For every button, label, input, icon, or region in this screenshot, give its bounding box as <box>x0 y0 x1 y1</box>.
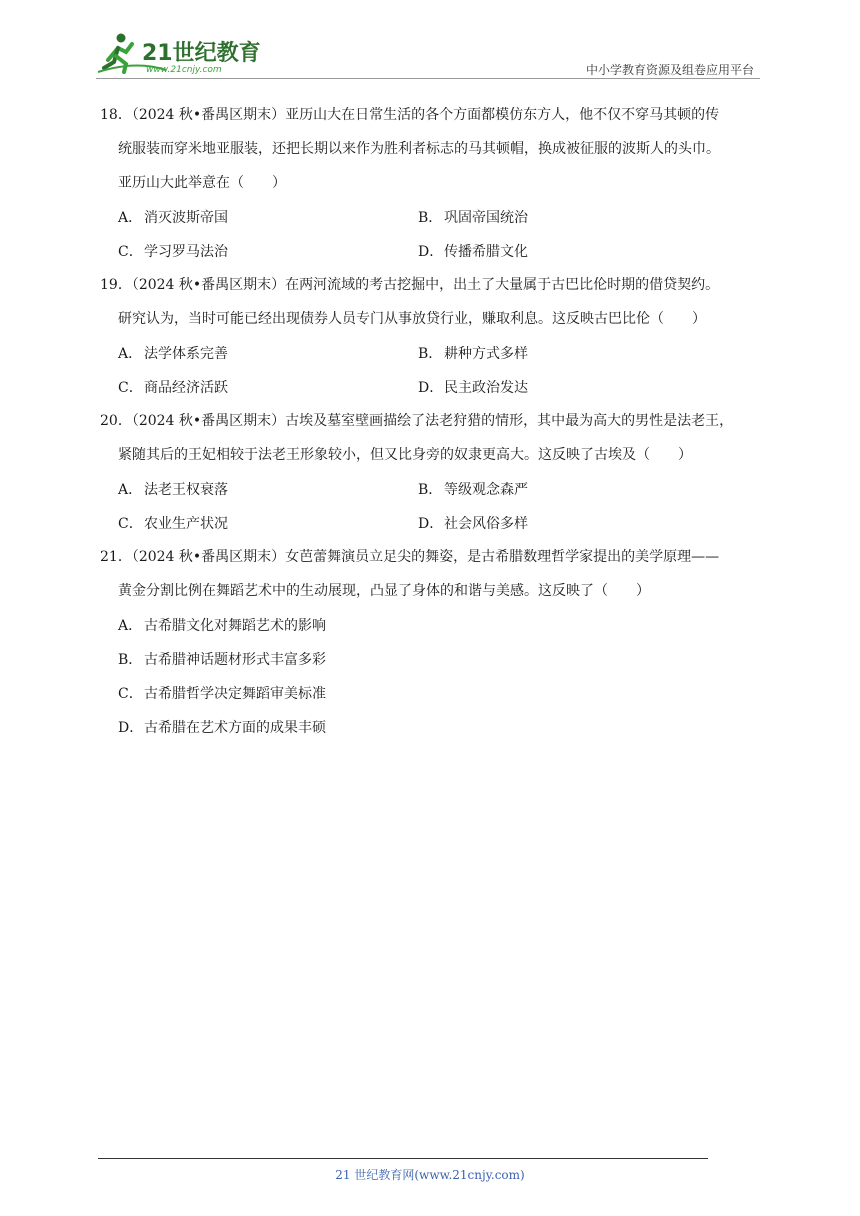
question-stem-cont: 研究认为，当时可能已经出现债券人员专门从事放贷行业，赚取利息。这反映古巴比伦（ ） <box>118 311 706 327</box>
page-header <box>96 30 760 78</box>
question-stem: （2024 秋•番禺区期末）古埃及墓室壁画描绘了法老狩猎的情形，其中最为高大的男性是法老王， <box>131 413 734 429</box>
option-c: C．古希腊哲学决定舞蹈审美标准 <box>118 686 326 702</box>
question-number: 18． <box>100 107 132 123</box>
question-stem-cont: 紧随其后的王妃相较于法老王形象较小，但又比身旁的奴隶更高大。这反映了古埃及（ ） <box>118 447 692 463</box>
option-a: A． 古希腊文化对舞蹈艺术的影响 <box>118 618 326 634</box>
option-b: B． 巩固帝国统治 <box>418 210 528 226</box>
question-stem: （2024 秋•番禺区期末）女芭蕾舞演员立足尖的舞姿，是古希腊数理哲学家提出的美学原理—— <box>131 549 720 565</box>
header-tagline: 中小学教育资源及组卷应用平台 <box>585 63 754 77</box>
option-d: D．传播希腊文化 <box>418 244 528 260</box>
option-d: D．社会风俗多样 <box>418 516 528 532</box>
option-b: B． 古希腊神话题材形式丰富多彩 <box>118 652 326 668</box>
question-19 <box>100 268 772 404</box>
question-18 <box>100 98 772 268</box>
option-d: D．民主政治发达 <box>418 380 528 396</box>
option-a: A． 法学体系完善 <box>118 346 228 362</box>
footer-divider <box>98 1158 708 1159</box>
site-logo-icon <box>96 30 266 76</box>
question-list <box>100 98 772 744</box>
option-b: B． 等级观念森严 <box>418 482 528 498</box>
option-b: B． 耕种方式多样 <box>418 346 528 362</box>
option-d: D．古希腊在艺术方面的成果丰硕 <box>118 720 326 736</box>
question-stem-cont: 黄金分割比例在舞蹈艺术中的生动展现，凸显了身体的和谐与美感。这反映了（ ） <box>118 583 650 599</box>
question-20 <box>100 404 772 540</box>
option-c: C．商品经济活跃 <box>118 380 228 396</box>
logo-text: 21世纪教育 <box>142 41 261 66</box>
question-stem: （2024 秋•番禺区期末）在两河流域的考古挖掘中，出土了大量属于古巴比伦时期的借贷契约。 <box>131 277 720 293</box>
footer-link[interactable]: 21 世纪教育网(www.21cnjy.com) <box>335 1168 525 1182</box>
question-stem-cont: 统服装而穿米地亚服装，还把长期以来作为胜利者标志的马其顿帽，换成被征服的波斯人的头巾。 <box>118 141 720 157</box>
question-number: 20． <box>100 413 132 429</box>
logo-url: www.21cnjy.com <box>146 65 222 75</box>
header-divider <box>96 78 760 79</box>
question-stem: （2024 秋•番禺区期末）亚历山大在日常生活的各个方面都模仿东方人，他不仅不穿马其顿的传 <box>131 107 720 123</box>
question-21 <box>100 540 772 744</box>
option-a: A． 消灭波斯帝国 <box>118 210 228 226</box>
question-stem-cont: 亚历山大此举意在（ ） <box>118 175 286 191</box>
option-c: C．学习罗马法治 <box>118 244 228 260</box>
option-a: A． 法老王权衰落 <box>118 482 228 498</box>
question-number: 21． <box>100 549 132 565</box>
option-c: C．农业生产状况 <box>118 516 228 532</box>
question-number: 19． <box>100 277 132 293</box>
